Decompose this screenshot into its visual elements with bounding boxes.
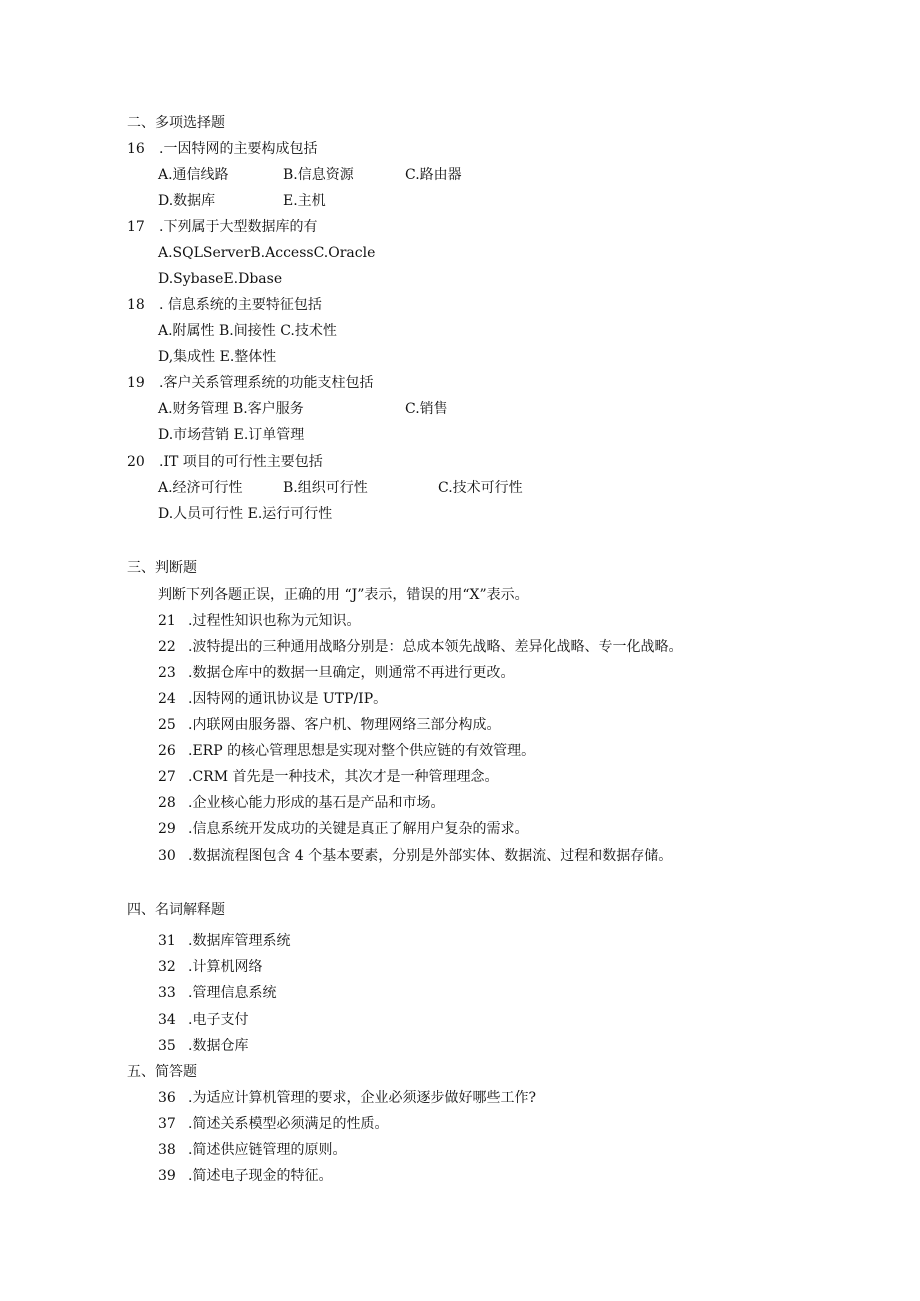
item-number: 39: [158, 1168, 176, 1184]
question-number: 17: [127, 219, 145, 235]
section-heading-terms: 四、名词解释题: [127, 902, 225, 918]
term-item-32: [158, 958, 262, 976]
item-text: .数据仓库中的数据一旦确定，则通常不再进行更改。: [188, 665, 515, 681]
judge-item-22: [158, 638, 682, 656]
item-number: 36: [158, 1090, 176, 1106]
item-number: 32: [158, 959, 176, 975]
item-number: 35: [158, 1038, 176, 1054]
section-heading-multi-choice: 二、多项选择题: [127, 115, 225, 131]
short-item-38: [158, 1141, 346, 1159]
question-text: .IT 项目的可行性主要包括: [159, 454, 323, 470]
item-text: .企业核心能力形成的基石是产品和市场。: [188, 795, 445, 811]
item-number: 27: [158, 769, 176, 785]
item-number: 37: [158, 1116, 176, 1132]
judge-item-26: [158, 742, 535, 760]
question-number: 16: [127, 141, 145, 157]
question-number: 20: [127, 454, 145, 470]
item-number: 34: [158, 1012, 176, 1028]
option-a: A.经济可行性: [158, 480, 243, 496]
item-text: .简述供应链管理的原则。: [188, 1142, 347, 1158]
judge-item-28: [158, 794, 444, 812]
question-19: [127, 374, 373, 392]
short-item-37: [158, 1115, 388, 1133]
question-17: [127, 218, 317, 236]
item-number: 25: [158, 717, 176, 733]
item-number: 22: [158, 639, 176, 655]
option-b: B.信息资源: [283, 167, 354, 183]
question-20: [127, 453, 323, 471]
option-ab: A.财务管理 B.客户服务: [158, 401, 304, 417]
question-number: 18: [127, 297, 145, 313]
q17-options-row1: A.SQLServerB.AccessC.Oracle: [158, 245, 376, 261]
term-item-34: [158, 1011, 248, 1029]
section-heading-short-answer: 五、简答题: [127, 1064, 197, 1080]
term-item-33: [158, 984, 276, 1002]
item-text: .波特提出的三种通用战略分别是：总成本领先战略、差异化战略、专一化战略。: [188, 639, 683, 655]
item-text: .数据流程图包含 4 个基本要素，分别是外部实体、数据流、过程和数据存储。: [188, 848, 673, 864]
judge-instruction: 判断下列各题正误，正确的用 “J”表示，错误的用“X”表示。: [158, 587, 529, 603]
q18-options-row2: D,集成性 E.整体性: [158, 349, 277, 365]
judge-item-21: [158, 612, 360, 630]
judge-item-27: [158, 768, 499, 786]
judge-item-25: [158, 716, 500, 734]
judge-item-29: [158, 820, 528, 838]
judge-item-30: [158, 847, 672, 865]
option-b: B.组织可行性: [283, 480, 368, 496]
q19-options-row2: D.市场营销 E.订单管理: [158, 427, 305, 443]
q18-options-row1: A.附属性 B.间接性 C.技术性: [158, 323, 337, 339]
short-item-39: [158, 1167, 332, 1185]
item-number: 26: [158, 743, 176, 759]
question-text: .一因特网的主要构成包括: [159, 141, 318, 157]
item-number: 29: [158, 821, 176, 837]
item-text: .数据库管理系统: [188, 933, 291, 949]
item-number: 33: [158, 985, 176, 1001]
item-number: 30: [158, 848, 176, 864]
question-number: 19: [127, 375, 145, 391]
question-text: . 信息系统的主要特征包括: [159, 297, 322, 313]
item-text: .简述关系模型必须满足的性质。: [188, 1116, 389, 1132]
option-a: A.通信线路: [158, 167, 229, 183]
item-text: .信息系统开发成功的关键是真正了解用户复杂的需求。: [188, 821, 529, 837]
judge-item-23: [158, 664, 514, 682]
item-text: .电子支付: [188, 1012, 249, 1028]
question-16: [127, 140, 317, 158]
item-text: .为适应计算机管理的要求，企业必须逐步做好哪些工作?: [188, 1090, 536, 1106]
item-number: 21: [158, 613, 176, 629]
section-heading-judge: 三、判断题: [127, 560, 197, 576]
option-c: C.路由器: [405, 167, 462, 183]
item-text: .内联网由服务器、客户机、物理网络三部分构成。: [188, 717, 501, 733]
item-number: 24: [158, 691, 176, 707]
item-number: 31: [158, 933, 176, 949]
q20-options-row2: D.人员可行性 E.运行可行性: [158, 506, 333, 522]
item-text: .简述电子现金的特征。: [188, 1168, 333, 1184]
option-e: E.主机: [283, 193, 326, 209]
question-text: .客户关系管理系统的功能支柱包括: [159, 375, 374, 391]
item-text: .因特网的通讯协议是 UTP/IP。: [188, 691, 388, 707]
item-text: .计算机网络: [188, 959, 263, 975]
option-d: D.数据库: [158, 193, 216, 209]
term-item-35: [158, 1037, 248, 1055]
item-text: .数据仓库: [188, 1038, 249, 1054]
item-text: .ERP 的核心管理思想是实现对整个供应链的有效管理。: [188, 743, 536, 759]
item-number: 23: [158, 665, 176, 681]
judge-item-24: [158, 690, 387, 708]
term-item-31: [158, 932, 290, 950]
item-text: .管理信息系统: [188, 985, 277, 1001]
option-c: C.技术可行性: [438, 480, 523, 496]
item-number: 38: [158, 1142, 176, 1158]
q17-options-row2: D.SybaseE.Dbase: [158, 271, 283, 287]
item-number: 28: [158, 795, 176, 811]
item-text: .CRM 首先是一种技术，其次才是一种管理理念。: [188, 769, 499, 785]
item-text: .过程性知识也称为元知识。: [188, 613, 361, 629]
option-c: C.销售: [405, 401, 448, 417]
question-18: [127, 296, 322, 314]
question-text: .下列属于大型数据库的有: [159, 219, 318, 235]
short-item-36: [158, 1089, 536, 1107]
